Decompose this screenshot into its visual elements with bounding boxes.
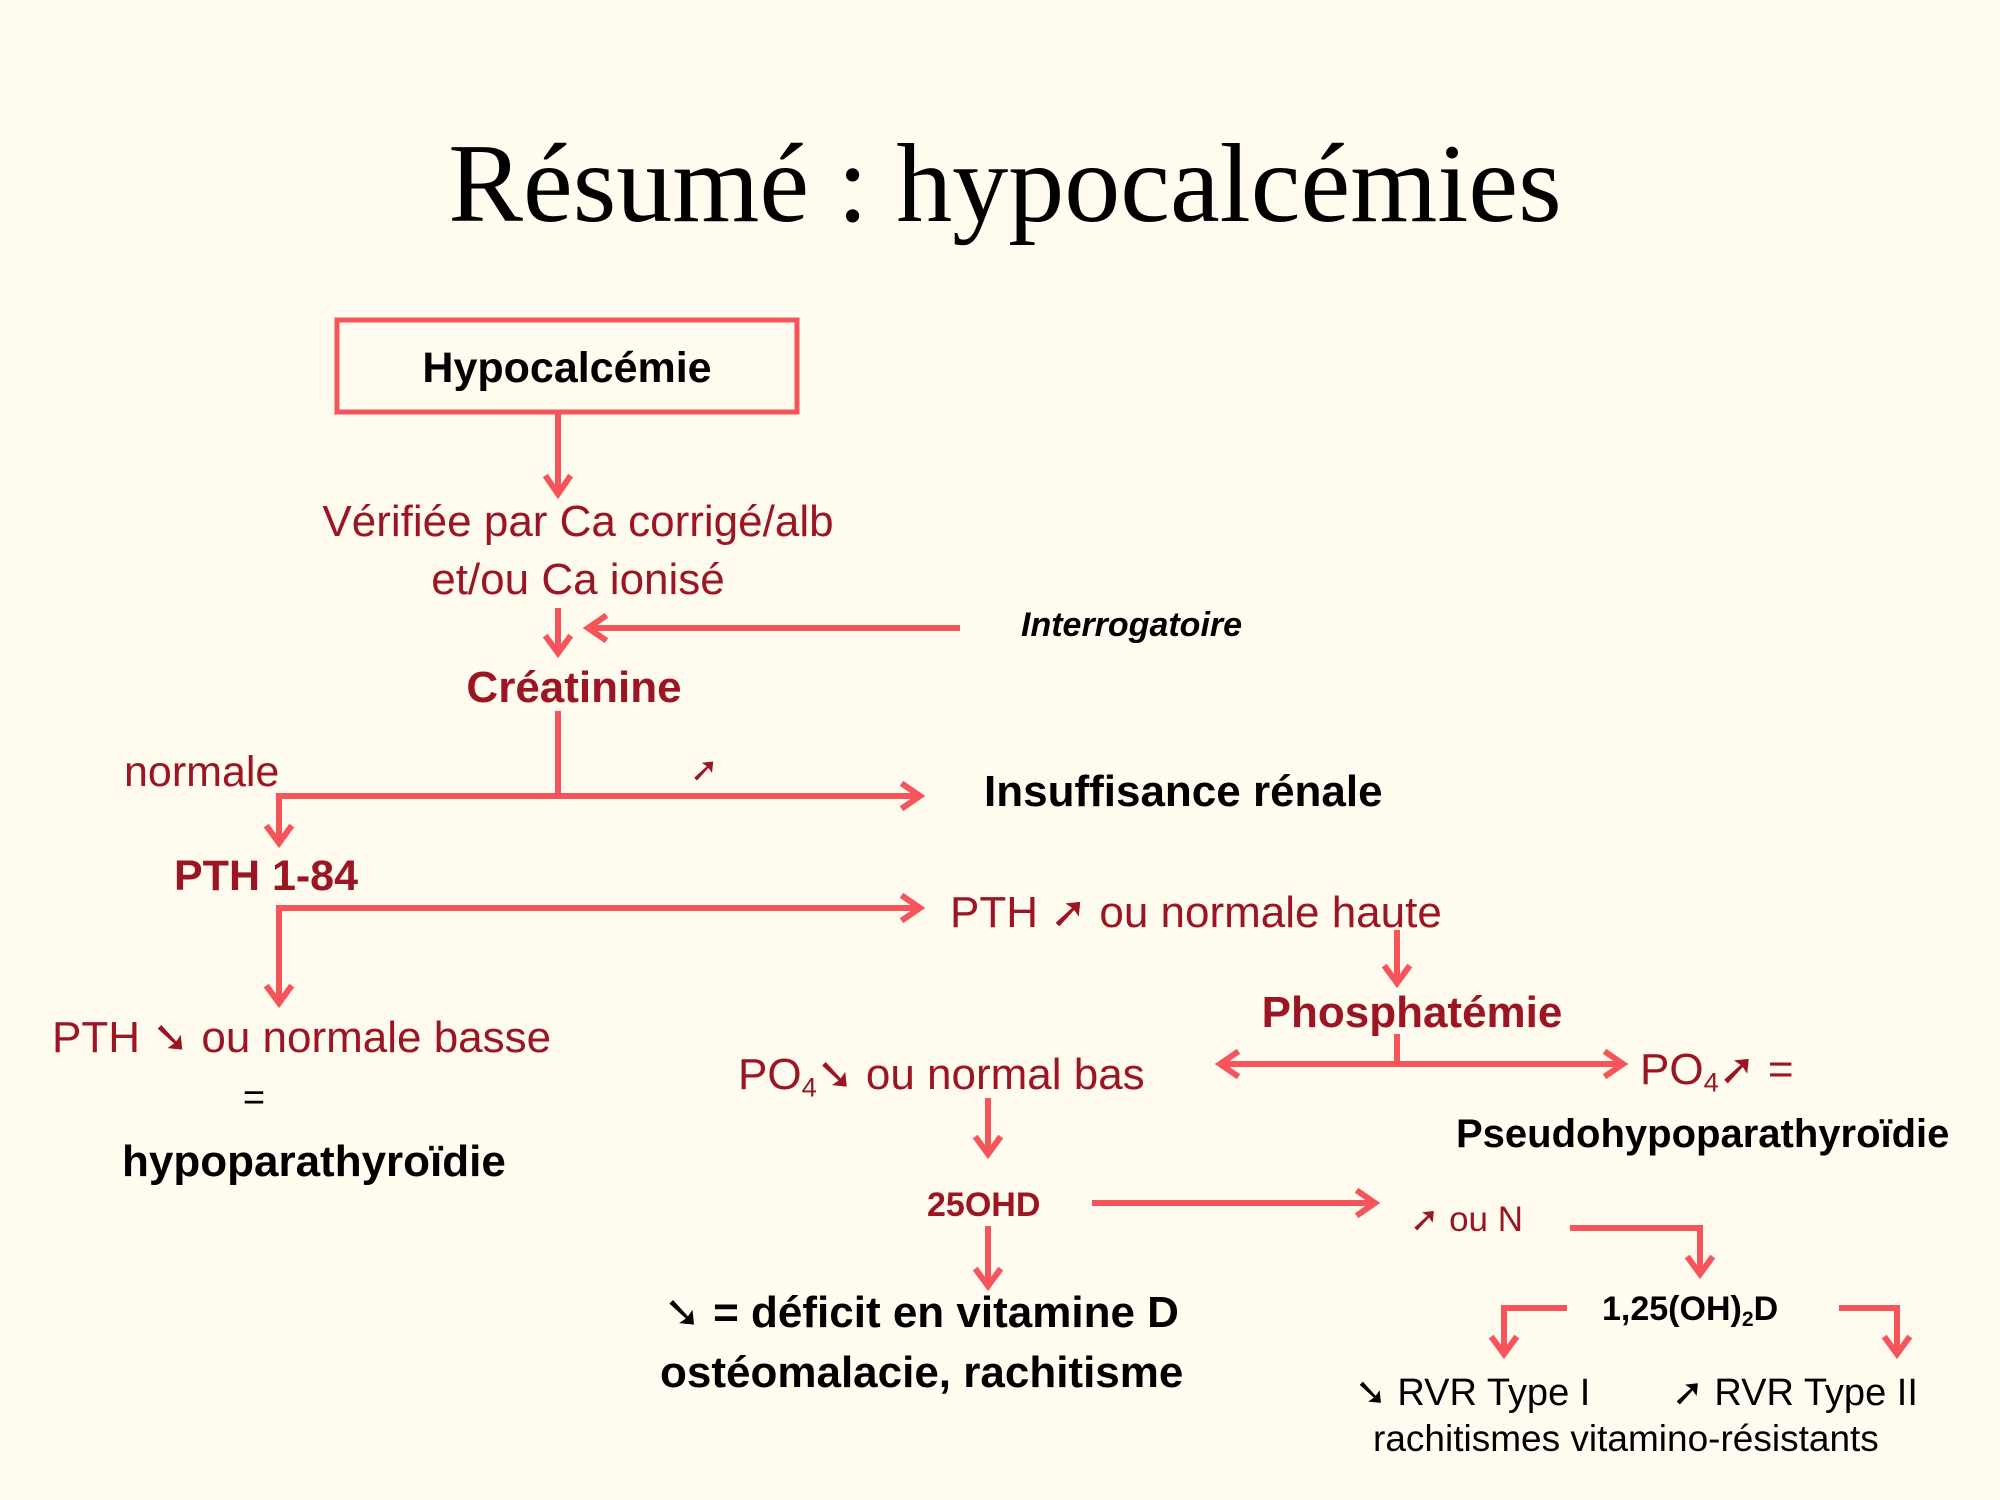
rvr-type2-label xyxy=(1672,1370,1918,1414)
hypocalcemie-label: Hypocalcémie xyxy=(422,344,712,392)
phosphatemie-label: Phosphatémie xyxy=(1261,988,1563,1037)
rachitismes-label: rachitismes vitamino-résistants xyxy=(1373,1418,1879,1459)
rvr-type1-text: RVR Type I xyxy=(1397,1372,1591,1414)
increase-arrow-icon: ➚ xyxy=(690,750,719,790)
interrogatoire-label: Interrogatoire xyxy=(1021,606,1243,644)
decrease-arrow-icon: ➘ xyxy=(152,1012,190,1063)
po4-equals: = xyxy=(1767,1045,1794,1094)
deficit-line1 xyxy=(664,1287,1179,1338)
pth-word: PTH xyxy=(950,888,1038,937)
pth-184-label: PTH 1-84 xyxy=(174,852,359,900)
decrease-arrow-icon: ➘ xyxy=(816,1049,854,1100)
po4-bas-label xyxy=(738,1049,1145,1103)
pseudohypoparathyroidie-label: Pseudohypoparathyroïdie xyxy=(1456,1112,1950,1156)
equals-sign: = xyxy=(242,1077,266,1119)
pth-word: PTH xyxy=(52,1013,140,1062)
po4-haut-label xyxy=(1640,1044,1794,1098)
verifiee-line2: et/ou Ca ionisé xyxy=(431,555,725,604)
verifiee-line1: Vérifiée par Ca corrigé/alb xyxy=(322,497,834,546)
arrow-ou-n-to-125ohd xyxy=(1573,1228,1700,1270)
rvr-type2-text: RVR Type II xyxy=(1714,1372,1918,1414)
po4-word: $PO_4$ xyxy=(1640,1045,1719,1098)
ou-n-text: ou N xyxy=(1449,1200,1523,1239)
pth-haute-text: ou normale haute xyxy=(1099,888,1442,937)
increase-arrow-icon: ➚ xyxy=(1050,887,1088,938)
page-title: Résumé : hypocalcémies xyxy=(448,122,1562,246)
deficit-line1-text: = déficit en vitamine D xyxy=(713,1288,1179,1337)
po4-word: $PO_4$ xyxy=(738,1050,817,1103)
25ohd-label: 25OHD xyxy=(927,1186,1041,1224)
increase-arrow-icon: ➚ xyxy=(1672,1370,1704,1414)
125ohd-label: $1,25(OH)_2D$ xyxy=(1602,1290,1779,1331)
rvr-type1-label xyxy=(1355,1370,1591,1414)
increase-arrow-icon: ➚ xyxy=(1410,1200,1440,1240)
hypoparathyroidie-label: hypoparathyroïdie xyxy=(122,1137,506,1186)
insuffisance-renale-label: Insuffisance rénale xyxy=(984,767,1383,816)
decrease-arrow-icon: ➘ xyxy=(664,1287,701,1338)
deficit-line2: ostéomalacie, rachitisme xyxy=(660,1348,1184,1397)
pth-basse-label xyxy=(52,1012,552,1063)
increase-arrow-icon: ➚ xyxy=(1718,1044,1756,1095)
creatinine-label: Créatinine xyxy=(466,663,682,712)
po4-bas-text: ou normal bas xyxy=(865,1050,1145,1099)
pth-haute-label xyxy=(950,887,1442,938)
normale-label: normale xyxy=(124,748,280,796)
pth-basse-text: ou normale basse xyxy=(201,1013,552,1062)
decrease-arrow-icon: ➘ xyxy=(1355,1370,1387,1414)
ou-n-label xyxy=(1410,1202,1523,1238)
